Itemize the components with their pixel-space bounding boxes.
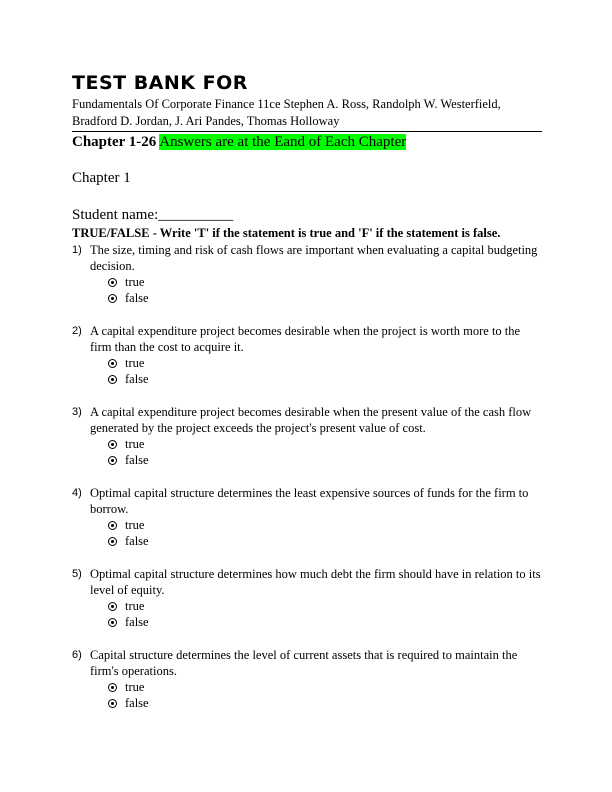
- chapter-range-label: Chapter 1-26: [72, 134, 157, 150]
- answer-options: [108, 355, 542, 387]
- document-header: [72, 72, 542, 130]
- option-false[interactable]: [108, 290, 542, 306]
- question-2: [72, 323, 542, 387]
- question-text: A capital expenditure project becomes desirable when the present value of the cash flow generated by the project exceeds the project's present value of cost.: [90, 405, 532, 435]
- answer-options: [108, 517, 542, 549]
- question-text: Capital structure determines the level of current assets that is required to maintain the firm's operations.: [90, 648, 518, 678]
- radio-icon[interactable]: [108, 456, 117, 465]
- question-6: [72, 647, 542, 711]
- question-text: Optimal capital structure determines the least expensive sources of funds for the firm to borrow.: [90, 486, 529, 516]
- question-number: 4): [72, 487, 82, 499]
- option-label: true: [125, 436, 145, 451]
- student-name-field: Student name:__________: [72, 207, 234, 223]
- option-label: false: [125, 290, 149, 305]
- book-info: Fundamentals Of Corporate Finance 11ce Stephen A. Ross, Randolph W. Westerfield, Bradford D. Jordan, J. Ari Pandes, Thomas Holloway: [72, 97, 501, 128]
- radio-icon[interactable]: [108, 683, 117, 692]
- radio-icon[interactable]: [108, 618, 117, 627]
- answer-options: [108, 274, 542, 306]
- option-true[interactable]: [108, 679, 542, 695]
- question-list: [72, 242, 542, 728]
- chapter-range: [72, 133, 406, 151]
- option-label: true: [125, 517, 145, 532]
- question-3: [72, 404, 542, 468]
- radio-icon[interactable]: [108, 602, 117, 611]
- question-5: [72, 566, 542, 630]
- radio-icon[interactable]: [108, 294, 117, 303]
- radio-icon[interactable]: [108, 521, 117, 530]
- answer-options: [108, 679, 542, 711]
- option-false[interactable]: [108, 614, 542, 630]
- question-text: The size, timing and risk of cash flows are important when evaluating a capital budgeting decision.: [90, 243, 538, 273]
- option-label: false: [125, 371, 149, 386]
- option-true[interactable]: [108, 355, 542, 371]
- answer-options: [108, 598, 542, 630]
- option-false[interactable]: [108, 371, 542, 387]
- option-label: false: [125, 533, 149, 548]
- test-bank-title: TEST BANK FOR: [72, 72, 248, 94]
- radio-icon[interactable]: [108, 375, 117, 384]
- option-true[interactable]: [108, 436, 542, 452]
- question-number: 1): [72, 244, 82, 256]
- option-true[interactable]: [108, 517, 542, 533]
- option-label: true: [125, 274, 145, 289]
- option-label: false: [125, 452, 149, 467]
- option-label: true: [125, 355, 145, 370]
- header-divider: [72, 131, 542, 132]
- option-label: true: [125, 598, 145, 613]
- answer-options: [108, 436, 542, 468]
- radio-icon[interactable]: [108, 440, 117, 449]
- question-number: 3): [72, 406, 82, 418]
- question-number: 6): [72, 649, 82, 661]
- question-number: 5): [72, 568, 82, 580]
- option-label: false: [125, 614, 149, 629]
- section-instructions: TRUE/FALSE - Write 'T' if the statement is true and 'F' if the statement is false.: [72, 226, 501, 240]
- option-false[interactable]: [108, 695, 542, 711]
- question-1: [72, 242, 542, 306]
- question-text: A capital expenditure project becomes desirable when the project is worth more to the firm than the cost to acquire it.: [90, 324, 521, 354]
- question-text: Optimal capital structure determines how much debt the firm should have in relation to its level of equity.: [90, 567, 541, 597]
- chapter-heading: Chapter 1: [72, 170, 131, 186]
- option-true[interactable]: [108, 598, 542, 614]
- radio-icon[interactable]: [108, 699, 117, 708]
- option-label: false: [125, 695, 149, 710]
- question-4: [72, 485, 542, 549]
- option-label: true: [125, 679, 145, 694]
- option-false[interactable]: [108, 452, 542, 468]
- question-number: 2): [72, 325, 82, 337]
- answers-note-highlight: Answers are at the Eand of Each Chapter: [159, 134, 407, 150]
- option-false[interactable]: [108, 533, 542, 549]
- radio-icon[interactable]: [108, 278, 117, 287]
- radio-icon[interactable]: [108, 537, 117, 546]
- radio-icon[interactable]: [108, 359, 117, 368]
- option-true[interactable]: [108, 274, 542, 290]
